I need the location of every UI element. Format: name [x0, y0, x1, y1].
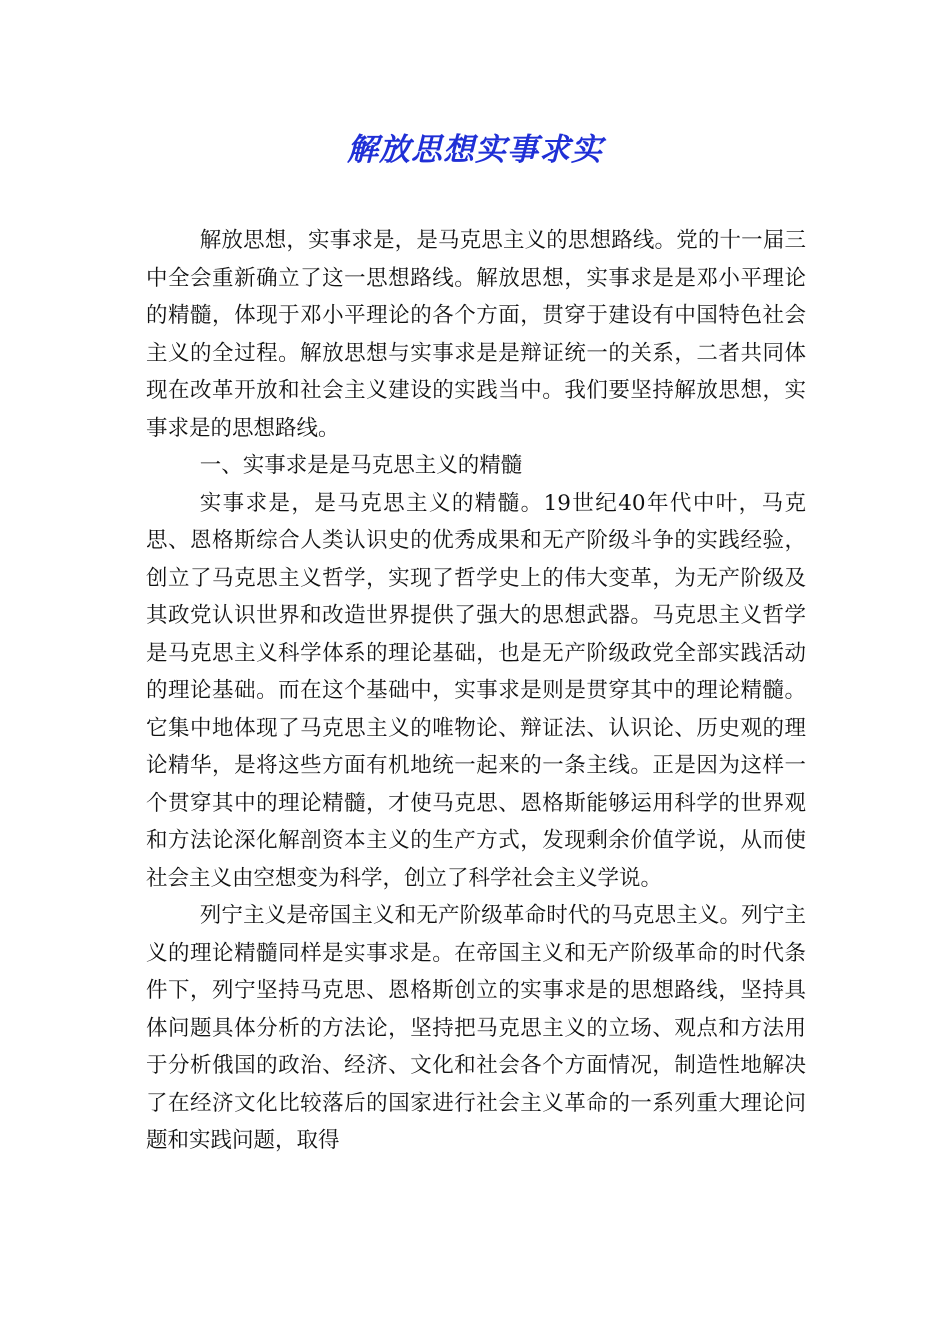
paragraph-leninism: 列宁主义是帝国主义和无产阶级革命时代的马克思主义。列宁主义的理论精髓同样是实事求是。在帝国主义和无产阶级革命的时代条件下，列宁坚持马克思、恩格斯创立的实事求是的思想路线，坚持具体问题具体分析的方法论，坚持把马克思主义的立场、观点和方法用于分析俄国的政治、经济、文化和社会各个方面情况，制造性地解决了在经济文化比较落后的国家进行社会主义革命的一系列重大理论问题和实践问题，取得: [146, 903, 806, 1153]
document-body: [146, 222, 806, 1160]
paragraph-marxism: 实事求是，是马克思主义的精髓。19世纪40年代中叶，马克思、恩格斯综合人类认识史的优秀成果和无产阶级斗争的实践经验，创立了马克思主义哲学，实现了哲学史上的伟大变革，为无产阶级及其政党认识世界和改造世界提供了强大的思想武器。马克思主义哲学是马克思主义科学体系的理论基础，也是无产阶级政党全部实践活动的理论基础。而在这个基础中，实事求是则是贯穿其中的理论精髓。它集中地体现了马克思主义的唯物论、辩证法、认识论、历史观的理论精华，是将这些方面有机地统一起来的一条主线。正是因为这样一个贯穿其中的理论精髓，才使马克思、恩格斯能够运用科学的世界观和方法论深化解剖资本主义的生产方式，发现剩余价值学说，从而使社会主义由空想变为科学，创立了科学社会主义学说。: [146, 490, 806, 891]
section-heading: 一、实事求是是马克思主义的精髓: [199, 453, 523, 478]
document-title: 解放思想实事求实: [347, 132, 603, 168]
paragraph-intro: 解放思想，实事求是，是马克思主义的思想路线。党的十一届三中全会重新确立了这一思想路线。解放思想，实事求是是邓小平理论的精髓，体现于邓小平理论的各个方面，贯穿于建设有中国特色社会主义的全过程。解放思想与实事求是是辩证统一的关系，二者共同体现在改革开放和社会主义建设的实践当中。我们要坚持解放思想，实事求是的思想路线。: [146, 228, 806, 441]
